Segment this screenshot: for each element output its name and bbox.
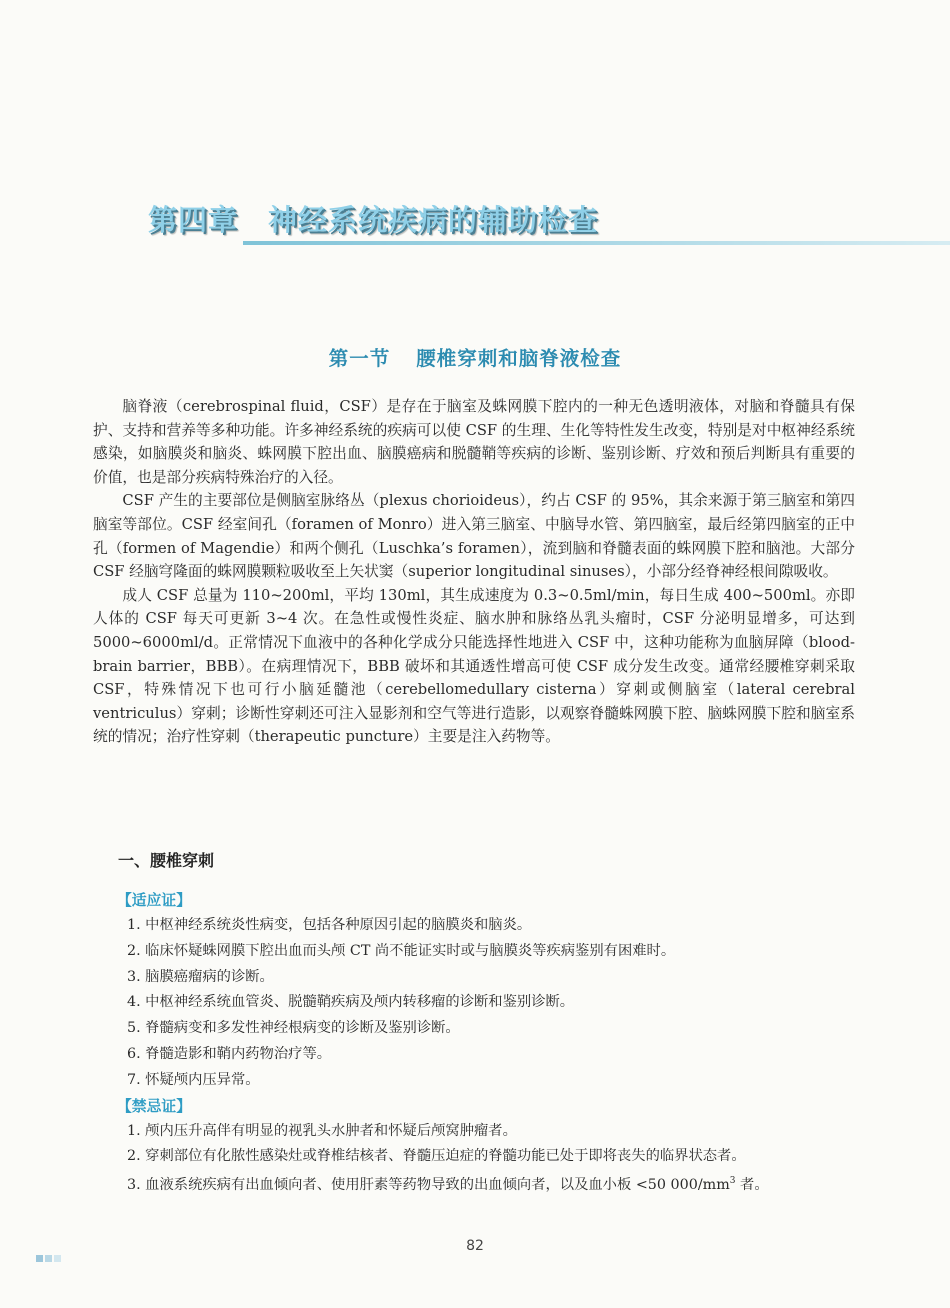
- paragraph-intro: 脑脊液（cerebrospinal fluid，CSF）是存在于脑室及蛛网膜下腔内的一种无色透明液体，对脑和脊髓具有保护、支持和营养等多种功能。许多神经系统的疾病可以使 CSF 的生理、生化等特性发生改变，特别是对中枢神经系统感染，如脑膜炎和脑炎、蛛网膜下腔出血、脑膜癌病和脱髓鞘等疾病的诊断、鉴别诊断、疗效和预后判断具有重要的价值，也是部分疾病特殊治疗的入径。: [93, 398, 855, 486]
- indication-item: 1. 中枢神经系统炎性病变，包括各种原因引起的脑膜炎和脑炎。: [127, 917, 532, 933]
- contraindication-item-tail: 者。: [735, 1177, 769, 1194]
- paragraph-production: CSF 产生的主要部位是侧脑室脉络丛（plexus chorioideus），约占 CSF 的 95%，其余来源于第三脑室和第四脑室等部位。CSF 经室间孔（foramen of Monro）进入第三脑室、中脑导水管、第四脑室，最后经第四脑室的正中孔（formen of Magendie）和两个侧孔（Luschka’s foramen），流到脑和脊髓表面的蛛网膜下腔和脑池。大部分 CSF 经脑穹隆面的蛛网膜颗粒吸收至上矢状窦（superior longitudinal sinuses），小部分经脊神经根间隙吸收。: [93, 492, 855, 581]
- contraindication-item: 2. 穿刺部位有化脓性感染灶或脊椎结核者、脊髓压迫症的脊髓功能已处于即将丧失的临界状态者。: [127, 1148, 746, 1165]
- contraindications-heading: 【禁忌证】: [117, 1097, 191, 1115]
- indication-item: 2. 临床怀疑蛛网膜下腔出血而头颅 CT 尚不能证实时或与脑膜炎等疾病鉴别有困难时。: [127, 942, 676, 959]
- superscript: 3: [729, 1176, 736, 1187]
- indications-heading: 【适应证】: [117, 892, 191, 909]
- section-name: 腰椎穿刺和脑脊液检查: [416, 347, 622, 370]
- chapter-number: 第四章: [148, 203, 239, 237]
- chapter-name: 神经系统疾病的辅助检查: [268, 203, 599, 237]
- contraindication-item: 1. 颅内压升高伴有明显的视乳头水肿者和怀疑后颅窝肿瘤者。: [127, 1122, 517, 1139]
- indication-item: 4. 中枢神经系统血管炎、脱髓鞘疾病及颅内转移瘤的诊断和鉴别诊断。: [127, 994, 575, 1011]
- contraindication-item: [93, 1169, 855, 1199]
- indication-item: 3. 脑膜癌瘤病的诊断。: [127, 968, 274, 985]
- section-title: [0, 343, 950, 371]
- indication-item: 7. 怀疑颅内压异常。: [127, 1071, 260, 1088]
- contraindication-item-text: 3. 血液系统疾病有出血倾向者、使用肝素等药物导致的出血倾向者，以及血小板 <50 000/mm: [127, 1177, 730, 1194]
- section-number: 第一节: [328, 347, 391, 370]
- indication-item: 5. 脊髓病变和多发性神经根病变的诊断及鉴别诊断。: [127, 1020, 460, 1037]
- paragraph-volume: 成人 CSF 总量为 110~200ml，平均 130ml，其生成速度为 0.3~0.5ml/min，每日生成 400~500ml。亦即人体的 CSF 每天可更新 3~4 次。在急性或慢性炎症、脑水肿和脉络丛乳头瘤时，CSF 分泌明显增多，可达到 5000~6000ml/d。正常情况下血液中的各种化学成分只能选择性地进入 CSF 中，这种功能称为血脑屏障（blood-brain barrier，BBB）。在病理情况下，BBB 破坏和其通透性增高可使 CSF 成分发生改变。通常经腰椎穿刺采取 CSF，特殊情况下也可行小脑延髓池（cerebellomedullary cisterna）穿刺或侧脑室（lateral cerebral ventriculus）穿刺；诊断性穿刺还可注入显影剂和空气等进行造影，以观察脊髓蛛网膜下腔、脑蛛网膜下腔和脑室系统的情况；治疗性穿刺（therapeutic puncture）主要是注入药物等。: [93, 586, 855, 746]
- indication-item: 6. 脊髓造影和鞘内药物治疗等。: [127, 1045, 332, 1062]
- chapter-divider: [243, 241, 950, 245]
- body-text: [93, 395, 855, 749]
- indications-contraindications: [93, 888, 855, 1199]
- chapter-title: [148, 198, 598, 239]
- page-number: 82: [466, 1238, 484, 1254]
- subsection-heading: 一、腰椎穿刺: [118, 851, 215, 870]
